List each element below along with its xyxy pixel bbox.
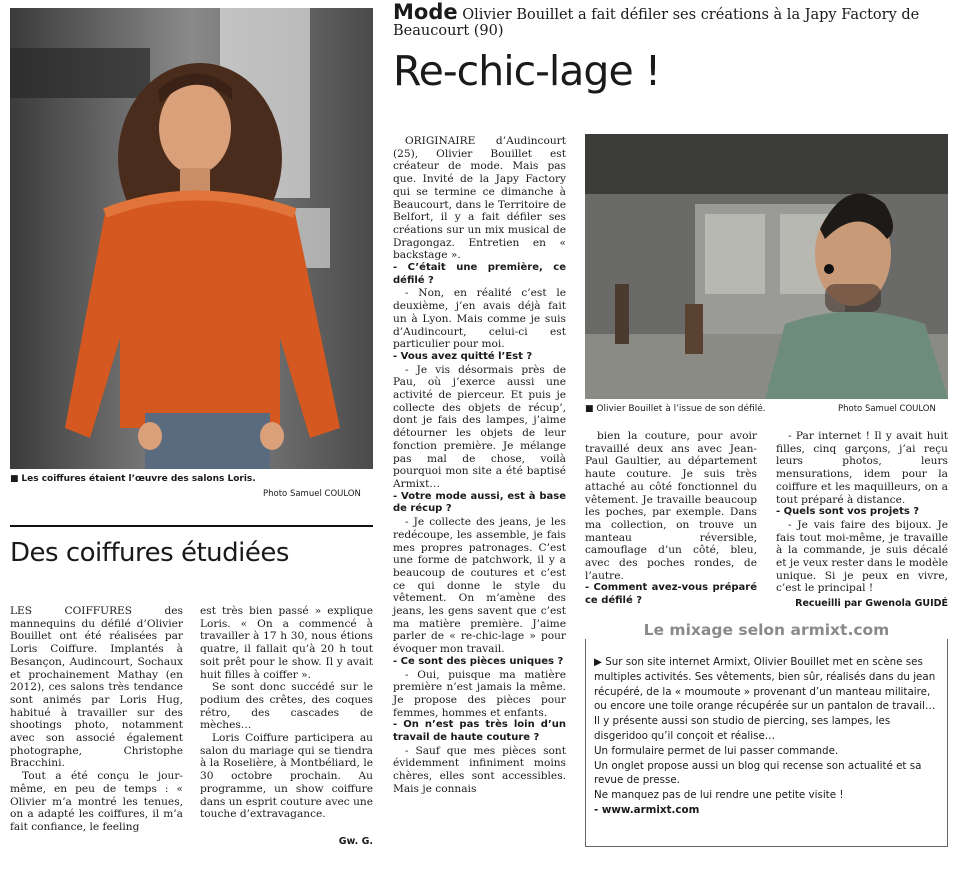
interview-question: - Quels sont vos projets ? bbox=[776, 506, 920, 518]
sidebar-paragraph: ▶ Sur son site internet Armixt, Olivier Bouillet met en scène ses multiples activités. Ses vêtements, bien sûr, réalisés dans du jean récupéré, de la « moumoute » provenant d’un manteau militaire, ou encore une toile orange récupérée sur un pantalon de travail… bbox=[594, 656, 936, 713]
paragraph: Loris Coiffure participera au salon du mariage qui se tiendra à la Roselière, à Montbéliard, le 30 octobre prochain. Au programme, un show coiffure dans un esprit couture avec une touche d’extravagance. bbox=[200, 732, 374, 821]
sidebar-paragraph: Un formulaire permet de lui passer commande. bbox=[594, 744, 839, 757]
paragraph: - Je collecte des jeans, je les redécoupe, les assemble, je fais mes propres patronages. C’est une forme de patchwork, il y a beaucoup de coutures et c’est ce qui donne le style du vêtement. On m’amène des jeans, les gens savent que c’est ma matière première. J’aime parler de « re-chic-lage » pour évoquer mon travail. bbox=[393, 516, 566, 656]
second-story-signature: Gw. G. bbox=[338, 836, 373, 847]
sidebar-paragraph: Il y présente aussi son studio de piercing, ses lampes, les disgeridoo qu’il conçoit et réalise… bbox=[594, 715, 891, 742]
photo-model bbox=[10, 8, 373, 469]
paragraph: - Oui, puisque ma matière première n’est jamais la même. Je propose des pièces pour femmes, hommes et enfants. bbox=[393, 668, 566, 719]
interview-question: - Votre mode aussi, est à base de récup ? bbox=[393, 490, 566, 515]
kicker-text: Olivier Bouillet a fait défiler ses créations à la Japy Factory de Beaucourt (90) bbox=[393, 7, 920, 39]
sidebar-paragraph: Un onglet propose aussi un blog qui recense son actualité et sa revue de presse. bbox=[594, 759, 922, 787]
interview-question: - C’était une première, ce défilé ? bbox=[393, 262, 566, 286]
interview-question: - On n’est pas très loin d’un travail de haute couture ? bbox=[393, 719, 566, 744]
paragraph: - Sauf que mes pièces sont évidemment infiniment moins chères, elles sont accessibles. Mais je connais bbox=[393, 744, 566, 795]
interview-question: - Vous avez quitté l’Est ? bbox=[393, 350, 533, 362]
paragraph: Tout a été conçu le jour-même, en peu de temps : « Olivier m’a montré les tenues, on a adapté les coiffures, il m’a fait confiance, le feeling bbox=[10, 770, 183, 833]
paragraph: - Je vis désormais près de Pau, où j’exerce aussi une activité de pierceur. Et puis je collecte des objets de récup’, dont je fais des lampes, j’aime détourner les objets de leur fonction première. Je mélange pas mal de chose, voilà pourquoi mon site a été baptisé Armixt… bbox=[393, 363, 566, 490]
photo-right-credit: Photo Samuel COULON bbox=[838, 404, 936, 414]
paragraph: est très bien passé » explique Loris. « On a commencé à travailler à 17 h 30, nous étions quatre, il fallait qu’à 20 h tout soit prêt pour le show. Il y avait huit filles à coiffer ». bbox=[200, 605, 373, 681]
top-story-column-1 bbox=[393, 135, 566, 796]
sidebar-link[interactable]: - www.armixt.com bbox=[594, 803, 700, 816]
top-story-kicker bbox=[393, 0, 953, 39]
sidebar-paragraph: Ne manquez pas de lui rendre une petite visite ! bbox=[594, 789, 844, 802]
sidebar-body bbox=[594, 655, 939, 818]
second-story-column-2 bbox=[200, 605, 373, 821]
rubric-label: Mode bbox=[393, 0, 458, 24]
paragraph: ORIGINAIRE d’Audincourt (25), Olivier Bouillet est créateur de mode. Mais pas que. Invité de la Japy Factory qui se termine ce dimanche à Beaucourt, dans le Territoire de Belfort, il y a fait défiler ses créations sur un mix musical de Dragongaz. Entretien en « backstage ». bbox=[393, 135, 566, 262]
model-illustration bbox=[10, 8, 373, 469]
paragraph: bien la couture, pour avoir travaillé deux ans avec Jean-Paul Gaultier, au département haute couture. Je suis très attaché au côté fonctionnel du vêtement. Je travaille beaucoup les poches, par exemple. Dans ma collection, on trouve un manteau réversible, camouflage d’un côté, bleu, avec des poches rondes, de l’autre. bbox=[585, 430, 757, 582]
photo-left-credit: Photo Samuel COULON bbox=[263, 489, 361, 499]
sidebar-title: Le mixage selon armixt.com bbox=[585, 621, 948, 639]
caption-bullet: ■ bbox=[10, 474, 22, 484]
interview-question: - Comment avez-vous préparé ce défilé ? bbox=[585, 582, 757, 607]
photo-designer bbox=[585, 134, 948, 399]
top-story-column-2 bbox=[585, 430, 757, 608]
second-story-headline: Des coiffures étudiées bbox=[10, 538, 289, 568]
second-story-rule bbox=[10, 525, 373, 527]
lead-text: des mannequins du défilé d’Olivier Bouillet ont été réalisées par Loris Coiffure. Implantés à Besançon, Audincourt, Sochaux et prochainement Mathay (en 2012), ces salons très tendance sont animés par Loris Hug, habitué à travailler sur des shootings photo, notamment avec son associé également photographe, Christophe Bracchini. bbox=[10, 605, 183, 770]
lead-caps: LES COIFFURES bbox=[10, 605, 133, 617]
paragraph: Se sont donc succédé sur le podium des crêtes, des coques rétro, des cascades de mèches… bbox=[200, 681, 373, 732]
top-story-headline: Re-chic-lage ! bbox=[393, 47, 661, 95]
designer-illustration bbox=[585, 134, 948, 399]
paragraph: - Non, en réalité c’est le deuxième, j’en avais déjà fait un à Lyon. Mais comme je suis d’Audincourt, celui-ci est particulier pour moi. bbox=[393, 287, 566, 351]
second-story-column-1 bbox=[10, 605, 183, 834]
paragraph: - Par internet ! Il y avait huit filles, cinq garçons, j’ai reçu leurs photos, leurs mensurations, idem pour la coiffure et les maquilleurs, on a tout préparé à distance. bbox=[776, 430, 948, 506]
top-story-signature: Recueilli par Gwenola GUIDÉ bbox=[795, 598, 948, 609]
interview-question: - Ce sont des pièces uniques ? bbox=[393, 655, 564, 667]
photo-right-caption: ■ Olivier Bouillet à l’issue de son défilé. bbox=[585, 404, 766, 414]
top-story-column-3 bbox=[776, 430, 948, 595]
paragraph: - Je vais faire des bijoux. Je fais tout moi-même, je travaille à la commande, je suis décalé et je veux rester dans le modèle unique. Si je peux en vivre, c’est le principal ! bbox=[776, 518, 948, 595]
paragraph bbox=[10, 605, 183, 770]
caption-bullet-right: ■ bbox=[585, 404, 597, 414]
photo-left-caption: ■ Les coiffures étaient l’œuvre des salons Loris. bbox=[10, 474, 256, 484]
